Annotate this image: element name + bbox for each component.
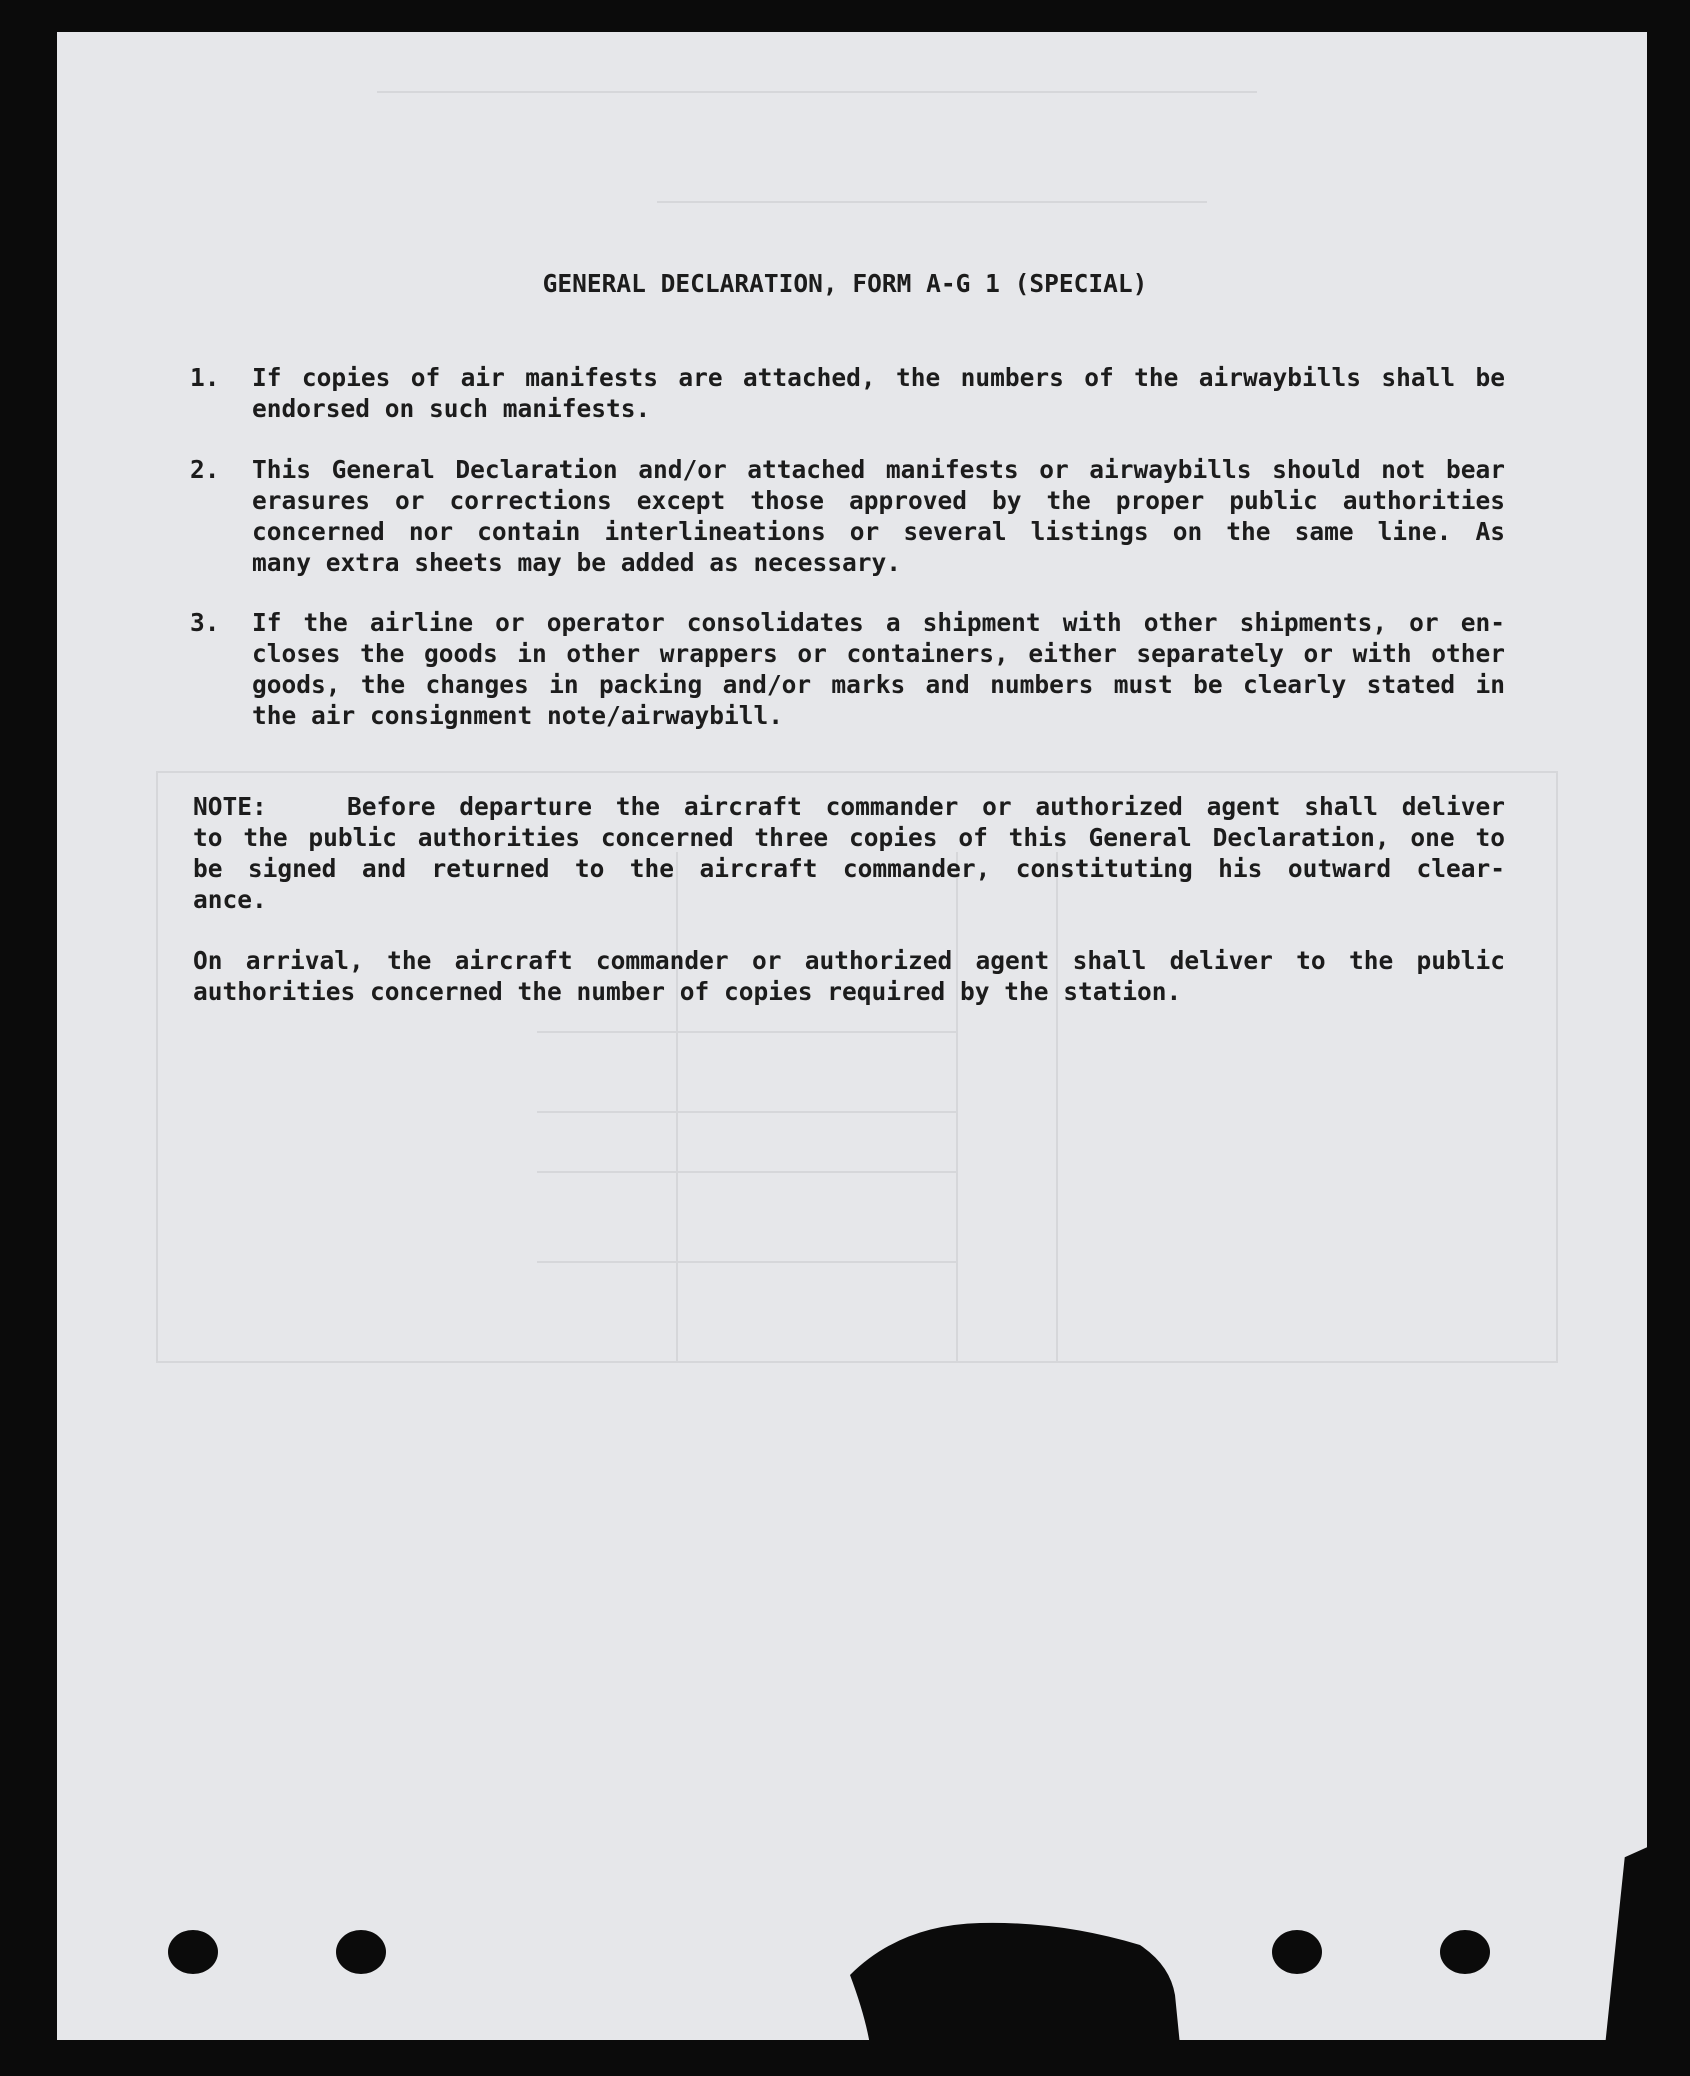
text-line: concerned nor contain interlineations or several listings on the same line. As bbox=[252, 517, 1505, 546]
text-line: If the airline or operator consolidates a shipment with other shipments, or en- bbox=[252, 608, 1505, 637]
note-label: NOTE: bbox=[193, 792, 267, 821]
text-line: goods, the changes in packing and/or marks and numbers must be clearly stated in bbox=[252, 670, 1505, 699]
item-number: 3. bbox=[190, 608, 220, 637]
text-line: the air consignment note/airwaybill. bbox=[252, 701, 784, 730]
text-line bbox=[193, 791, 1505, 822]
item-number: 1. bbox=[190, 363, 220, 392]
text-line: ance. bbox=[193, 885, 267, 914]
arrival-paragraph bbox=[193, 945, 1505, 1007]
text-line: closes the goods in other wrappers or containers, either separately or with other bbox=[252, 639, 1505, 668]
item-number: 2. bbox=[190, 455, 220, 484]
note-first-line: Before departure the aircraft commander or authorized agent shall deliver bbox=[347, 792, 1505, 821]
page-title: GENERAL DECLARATION, FORM A-G 1 (SPECIAL) bbox=[542, 269, 1148, 298]
text-line: be signed and returned to the aircraft commander, constituting his outward clear- bbox=[193, 854, 1505, 883]
text-line: endorsed on such manifests. bbox=[252, 394, 651, 423]
item-body bbox=[252, 607, 1505, 731]
item-body bbox=[252, 362, 1505, 424]
text-line: If copies of air manifests are attached, the numbers of the airwaybills shall be bbox=[252, 363, 1505, 392]
list-item bbox=[190, 362, 1505, 424]
item-body bbox=[252, 454, 1505, 578]
text-line: many extra sheets may be added as necessary. bbox=[252, 548, 902, 577]
list-item bbox=[190, 454, 1505, 578]
text-line: This General Declaration and/or attached manifests or airwaybills should not bear bbox=[252, 455, 1505, 484]
list-item bbox=[190, 607, 1505, 731]
text-line: authorities concerned the number of copies required by the station. bbox=[193, 977, 1182, 1006]
text-line: to the public authorities concerned three copies of this General Declaration, one to bbox=[193, 823, 1505, 852]
text-line: On arrival, the aircraft commander or authorized agent shall deliver to the public bbox=[193, 946, 1505, 975]
note-paragraph bbox=[193, 791, 1505, 915]
text-line: erasures or corrections except those approved by the proper public authorities bbox=[252, 486, 1505, 515]
